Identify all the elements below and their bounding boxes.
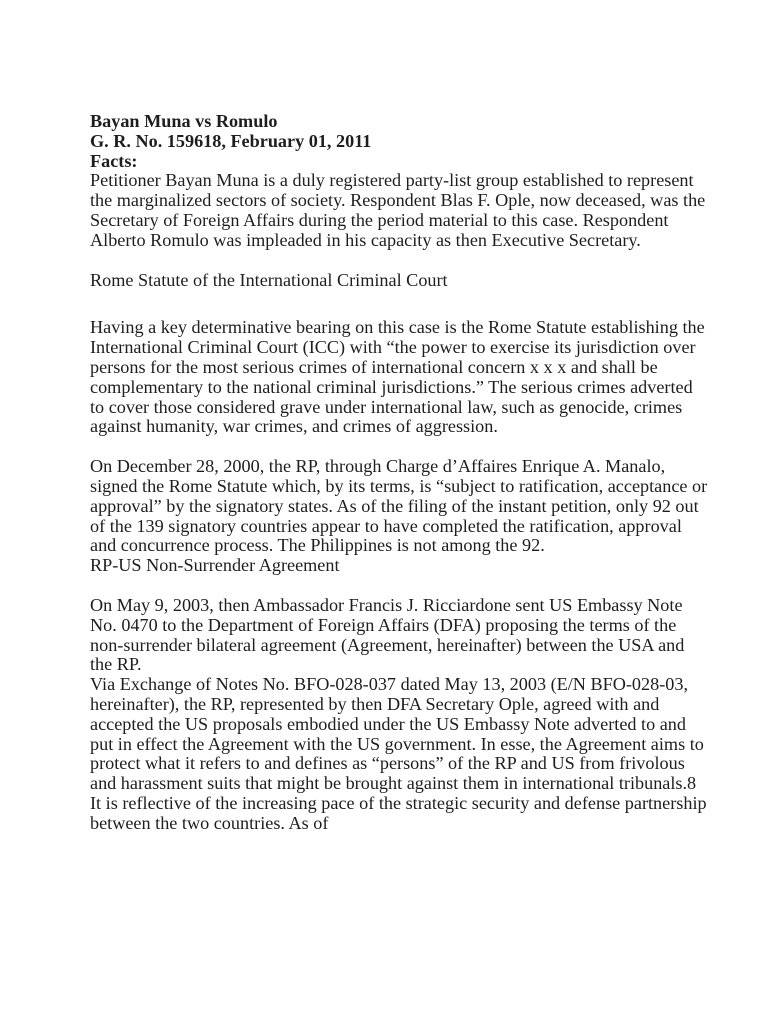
- spacer: [90, 437, 708, 457]
- document-body: [90, 112, 708, 834]
- case-number: G. R. No. 159618, February 01, 2011: [90, 130, 372, 151]
- facts-label: Facts:: [90, 150, 138, 171]
- paragraph-exchange-notes: Via Exchange of Notes No. BFO-028-037 dated May 13, 2003 (E/N BFO-028-03, hereinafter), the RP, represented by then DFA Secretary Ople, agreed with and accepted the US proposals embodied under the US Embassy Note adverted to and put in effect the Agreement with the US government. In esse, the Agreement aims to protect what it refers to and defines as “persons” of the RP and US from frivolous and harassment suits that might be brought against them in international tribunals.8 It is reflective of the increasing pace of the strategic security and defense partnership between the two countries. As of: [90, 674, 707, 833]
- heading-rome-statute: Rome Statute of the International Criminal Court: [90, 269, 448, 290]
- paragraph-rome-statute: Having a key determinative bearing on this case is the Rome Statute establishing the International Criminal Court (ICC) with “the power to exercise its jurisdiction over persons for the most serious crimes of international concern x x x and shall be complementary to the national criminal jurisdictions.” The serious crimes adverted to cover those considered grave under international law, such as genocide, crimes against humanity, war crimes, and crimes of aggression.: [90, 317, 705, 437]
- case-title: Bayan Muna vs Romulo: [90, 111, 278, 131]
- spacer: [90, 251, 708, 271]
- paragraph-parties: Petitioner Bayan Muna is a duly registered party-list group established to represent the marginalized sectors of society. Respondent Blas F. Ople, now deceased, was the Secretary of Foreign Affairs during the period material to this case. Respondent Alberto Romulo was impleaded in his capacity as then Executive Secretary.: [90, 170, 706, 250]
- paragraph-embassy-note: On May 9, 2003, then Ambassador Francis J. Ricciardone sent US Embassy Note No. 0470 to the Department of Foreign Affairs (DFA) proposing the terms of the non-surrender bilateral agreement (Agreement, hereinafter) between the USA and the RP.: [90, 594, 685, 675]
- paragraph-signing: On December 28, 2000, the RP, through Charge d’Affaires Enrique A. Manalo, signed the Rome Statute which, by its terms, is “subject to ratification, acceptance or approval” by the signatory states. As of the filing of the instant petition, only 92 out of the 139 signatory countries appear to have completed the ratification, approval and concurrence process. The Philippines is not among the 92.: [90, 456, 708, 556]
- spacer: [90, 576, 708, 596]
- spacer: [90, 290, 708, 318]
- heading-non-surrender: RP-US Non-Surrender Agreement: [90, 555, 340, 576]
